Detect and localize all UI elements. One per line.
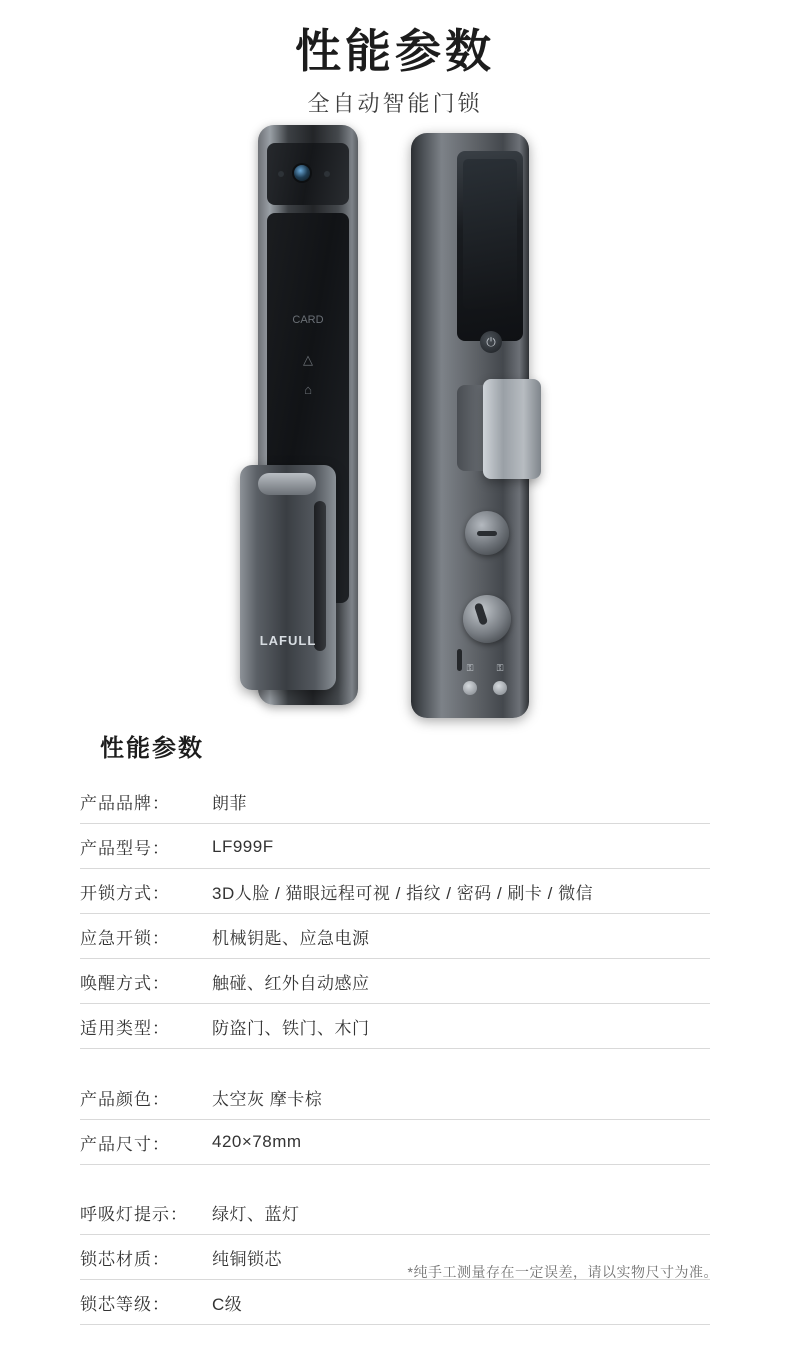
lock-front-panel — [258, 125, 358, 705]
spec-value: 防盗门、铁门、木门 — [212, 1019, 370, 1038]
spec-row — [80, 1280, 710, 1325]
ir-sensor-left-icon — [278, 171, 284, 177]
reset-slot — [457, 649, 462, 671]
spec-value: 420×78mm — [212, 1132, 302, 1151]
page-subtitle: 全自动智能门锁 — [307, 90, 483, 116]
page-header — [0, 0, 790, 118]
front-handle — [240, 465, 336, 690]
brand-logo: LAFULL — [259, 633, 317, 648]
spec-group-separator — [80, 1164, 710, 1190]
back-handle — [483, 379, 541, 479]
spec-label: 呼吸灯提示： — [80, 1205, 188, 1224]
spec-label: 产品型号： — [80, 839, 170, 858]
spec-label: 锁芯材质： — [80, 1250, 170, 1269]
spec-row — [80, 869, 710, 914]
spec-value: 绿灯、蓝灯 — [212, 1205, 300, 1224]
camera-lens-icon — [294, 165, 310, 181]
spec-row — [80, 1004, 710, 1049]
spec-value: 触碰、红外自动感应 — [212, 974, 370, 993]
spec-value: 朗菲 — [212, 794, 247, 813]
spec-value: LF999F — [212, 836, 274, 856]
spacer — [80, 1049, 710, 1075]
spec-value: C级 — [212, 1295, 243, 1314]
spec-label: 开锁方式： — [80, 884, 170, 903]
unlock-button-icon — [463, 681, 477, 695]
doorbell-icon: △ — [303, 352, 313, 367]
page-title: 性能参数 — [295, 25, 495, 77]
spec-value: 太空灰 摩卡棕 — [212, 1089, 323, 1109]
spec-label: 产品尺寸： — [80, 1134, 170, 1154]
spec-table — [80, 779, 710, 1325]
spec-row — [80, 1075, 710, 1120]
footnote: *纯手工测量存在一定误差，请以实物尺寸为准。 — [407, 1264, 718, 1280]
spec-label: 应急开锁： — [80, 929, 170, 948]
back-display-screen — [457, 151, 523, 341]
spec-row — [80, 1119, 710, 1164]
card-reader-icon: CARD — [292, 314, 324, 326]
ir-sensor-right-icon — [324, 171, 330, 177]
spec-label: 产品品牌： — [80, 794, 170, 813]
thumb-turn-knob — [465, 511, 509, 555]
unlock-button-label: ⚿ — [466, 663, 474, 673]
spec-row — [80, 824, 710, 869]
product-image — [0, 115, 790, 715]
mechanical-knob — [463, 595, 511, 643]
spec-label: 唤醒方式： — [80, 974, 170, 993]
spacer — [80, 1164, 710, 1190]
spec-value: 机械钥匙、应急电源 — [212, 929, 370, 948]
fingerprint-reader-icon — [258, 473, 316, 495]
spec-section — [0, 728, 790, 1325]
spec-label: 产品颜色： — [80, 1089, 170, 1109]
power-button-icon: ⏻ — [480, 331, 502, 353]
spec-row — [80, 914, 710, 959]
lock-back-panel — [405, 133, 535, 718]
spec-value: 纯铜锁芯 — [212, 1250, 282, 1269]
spec-row — [80, 1190, 710, 1235]
lock-button-label: ⚿ — [496, 663, 504, 673]
spec-label: 适用类型： — [80, 1019, 170, 1038]
lock-button-icon — [493, 681, 507, 695]
spec-section-title: 性能参数 — [100, 735, 204, 762]
display-inner — [463, 159, 517, 309]
handle-groove — [314, 501, 326, 651]
lock-icon: ⌂ — [304, 382, 312, 397]
spec-row — [80, 779, 710, 824]
spec-value: 3D人脸 / 猫眼远程可视 / 指纹 / 密码 / 刷卡 / 微信 — [212, 884, 594, 903]
spec-label: 锁芯等级： — [80, 1295, 170, 1314]
spec-group-separator — [80, 1049, 710, 1075]
spec-row — [80, 959, 710, 1004]
